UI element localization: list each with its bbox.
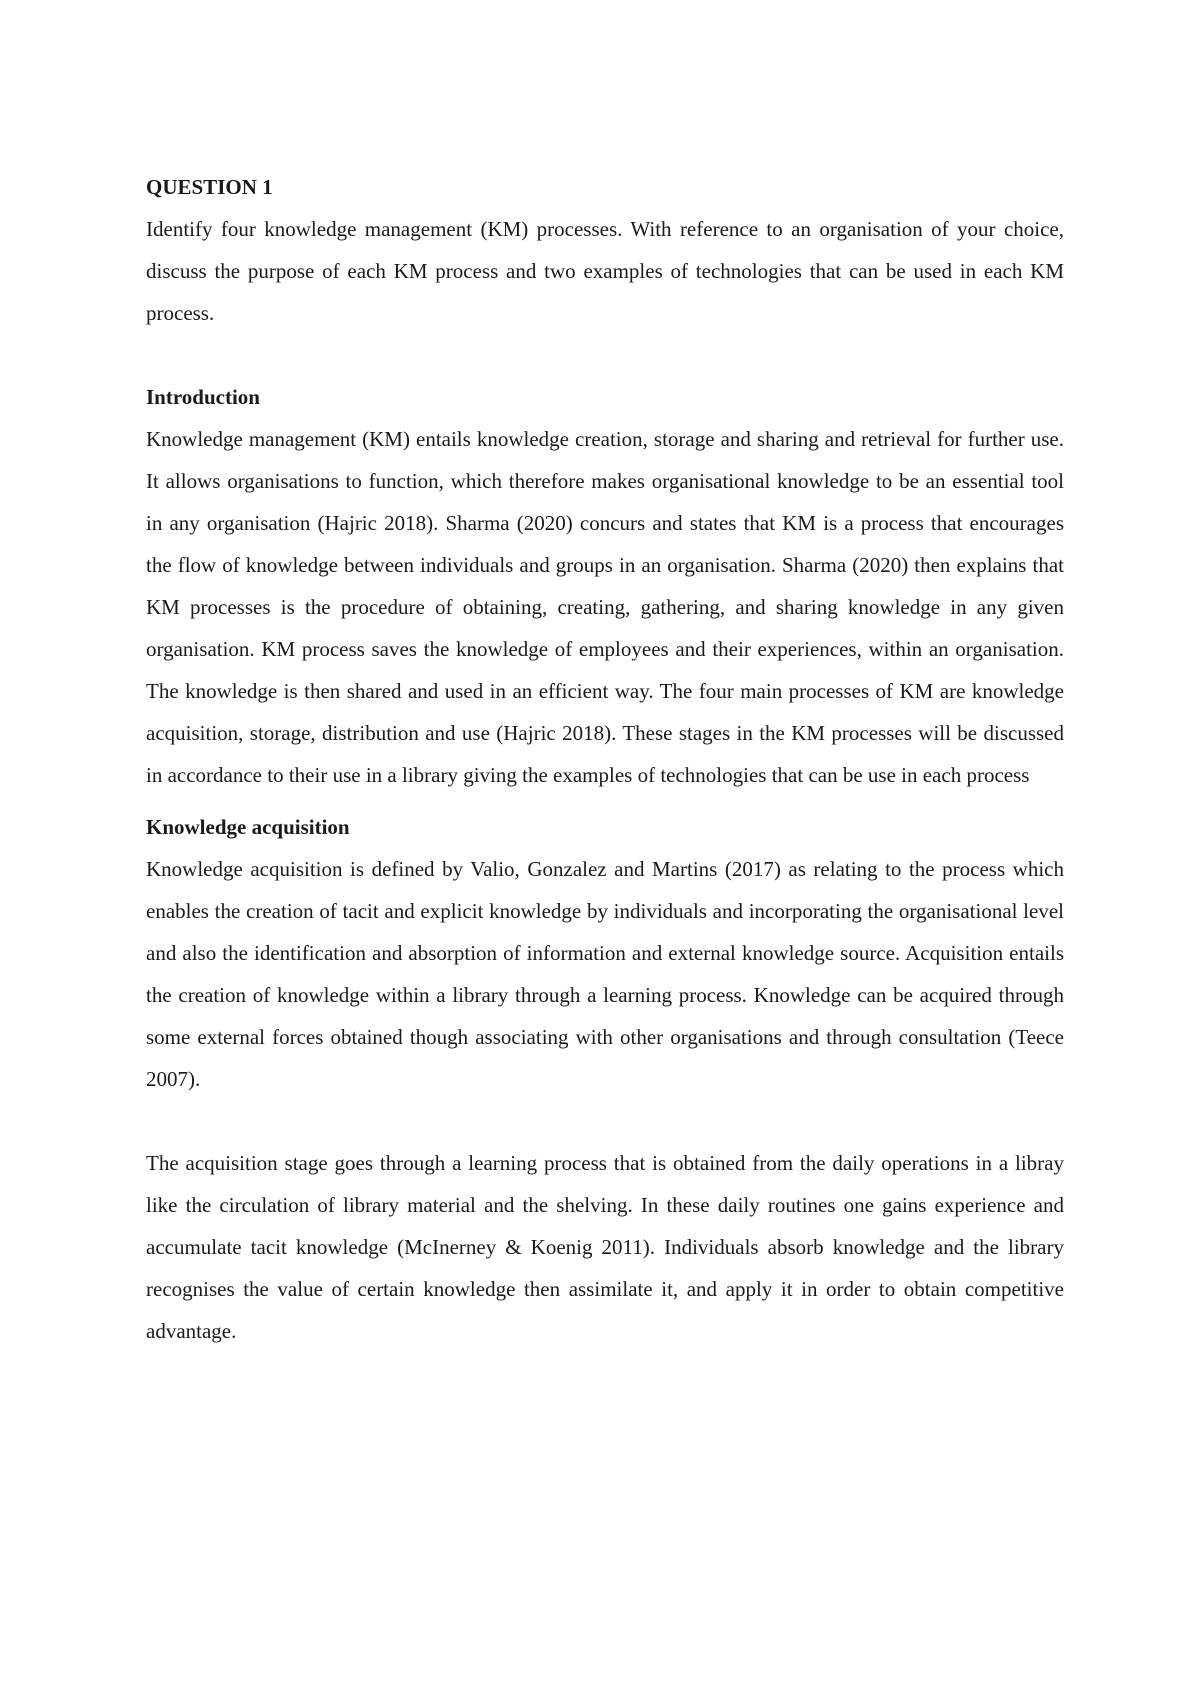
spacer: [146, 334, 1064, 376]
introduction-heading: Introduction: [146, 385, 260, 409]
acquisition-heading: Knowledge acquisition: [146, 815, 350, 839]
spacer: [146, 796, 1064, 806]
spacer: [146, 1100, 1064, 1142]
question-title: QUESTION 1: [146, 175, 273, 199]
question-text: Identify four knowledge management (KM) processes. With reference to an organisation of your choice, discuss the purpose of each KM process and two examples of technologies that can be used in each KM process.: [146, 217, 1064, 325]
introduction-body: Knowledge management (KM) entails knowledge creation, storage and sharing and retrieval for further use. It allows organisations to function, which therefore makes organisational knowledge to be an essential tool in any organisation (Hajric 2018). Sharma (2020) concurs and states that KM is a process that encourages the flow of knowledge between individuals and groups in an organisation. Sharma (2020) then explains that KM processes is the procedure of obtaining, creating, gathering, and sharing knowledge in any given organisation. KM process saves the knowledge of employees and their experiences, within an organisation. The knowledge is then shared and used in an efficient way. The four main processes of KM are knowledge acquisition, storage, distribution and use (Hajric 2018). These stages in the KM processes will be discussed in accordance to their use in a library giving the examples of technologies that can be use in each process: [146, 427, 1064, 787]
acquisition-body-1: Knowledge acquisition is defined by Valio, Gonzalez and Martins (2017) as relating to the process which enables the creation of tacit and explicit knowledge by individuals and incorporating the organisational level and also the identification and absorption of information and external knowledge source. Acquisition entails the creation of knowledge within a library through a learning process. Knowledge can be acquired through some external forces obtained though associating with other organisations and through consultation (Teece 2007).: [146, 857, 1064, 1091]
document-page: [146, 166, 1064, 1352]
acquisition-body-2: The acquisition stage goes through a learning process that is obtained from the daily operations in a libray like the circulation of library material and the shelving. In these daily routines one gains experience and accumulate tacit knowledge (McInerney & Koenig 2011). Individuals absorb knowledge and the library recognises the value of certain knowledge then assimilate it, and apply it in order to obtain competitive advantage.: [146, 1151, 1064, 1343]
